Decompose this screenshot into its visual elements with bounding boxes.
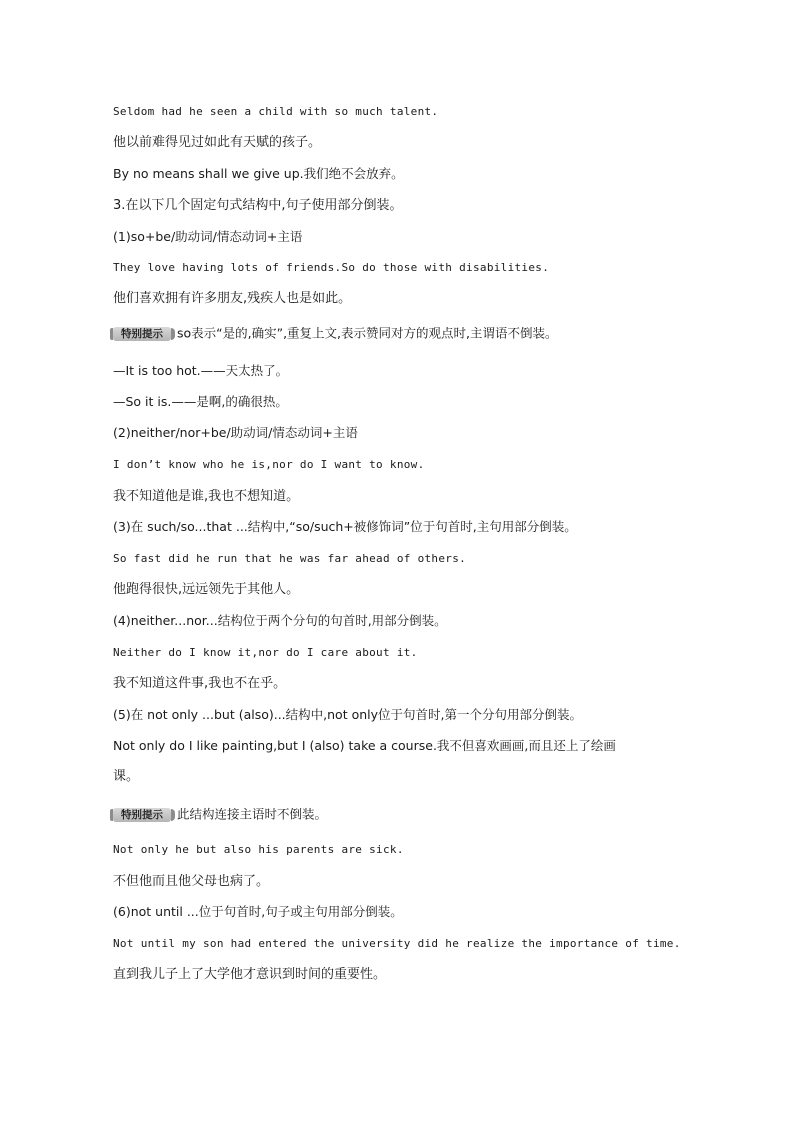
rule-subheading: (1)so+be/助动词/情态动词+主语 bbox=[113, 229, 303, 244]
rule-heading: 3.在以下几个固定句式结构中,句子使用部分倒装。 bbox=[113, 198, 403, 213]
dialogue-line: —It is too hot.——天太热了。 bbox=[113, 363, 289, 378]
rule-subheading: (4)neither...nor...结构位于两个分句的句首时,用部分倒装。 bbox=[113, 613, 447, 628]
special-note-badge: 特别提示 bbox=[113, 327, 171, 341]
example-sentence: So fast did he run that he was far ahead of others. bbox=[113, 552, 467, 565]
translation: 不但他而且他父母也病了。 bbox=[113, 874, 270, 889]
translation: 我不知道这件事,我也不在乎。 bbox=[113, 676, 287, 691]
rule-subheading: (6)not until ...位于句首时,句子或主句用部分倒装。 bbox=[113, 904, 403, 919]
rule-subheading: (3)在 such/so...that ...结构中,“so/such+被修饰词”位于句首时,主句用部分倒装。 bbox=[113, 519, 577, 534]
example-sentence: Not only he but also his parents are sick. bbox=[113, 843, 404, 856]
special-note bbox=[113, 327, 558, 341]
example-sentence: They love having lots of friends.So do those with disabilities. bbox=[113, 261, 550, 274]
example-sentence-continuation: 课。 bbox=[113, 769, 140, 784]
example-sentence: I don’t know who he is,nor do I want to know. bbox=[113, 458, 425, 471]
translation: 我不知道他是谁,我也不想知道。 bbox=[113, 489, 300, 504]
special-note-text: so表示“是的,确实”,重复上文,表示赞同对方的观点时,主谓语不倒装。 bbox=[177, 325, 558, 341]
rule-subheading: (5)在 not only ...but (also)...结构中,not only位于句首时,第一个分句用部分倒装。 bbox=[113, 707, 582, 722]
example-sentence: Neither do I know it,nor do I care about it. bbox=[113, 646, 418, 659]
example-sentence: Seldom had he seen a child with so much talent. bbox=[113, 105, 439, 118]
special-note-text: 此结构连接主语时不倒装。 bbox=[177, 806, 328, 822]
special-note-badge: 特别提示 bbox=[113, 808, 171, 822]
translation: 他以前难得见过如此有天赋的孩子。 bbox=[113, 135, 322, 150]
dialogue-line: —So it is.——是啊,的确很热。 bbox=[113, 394, 288, 409]
translation: 直到我儿子上了大学他才意识到时间的重要性。 bbox=[113, 967, 387, 982]
example-sentence: Not until my son had entered the university did he realize the importance of time. bbox=[113, 937, 681, 950]
example-sentence: Not only do I like painting,but I (also) take a course.我不但喜欢画画,而且还上了绘画 bbox=[113, 738, 616, 753]
translation: 他们喜欢拥有许多朋友,残疾人也是如此。 bbox=[113, 291, 352, 306]
example-sentence: By no means shall we give up.我们绝不会放弃。 bbox=[113, 166, 404, 181]
translation: 他跑得很快,远远领先于其他人。 bbox=[113, 582, 300, 597]
rule-subheading: (2)neither/nor+be/助动词/情态动词+主语 bbox=[113, 425, 358, 440]
special-note bbox=[113, 808, 327, 822]
